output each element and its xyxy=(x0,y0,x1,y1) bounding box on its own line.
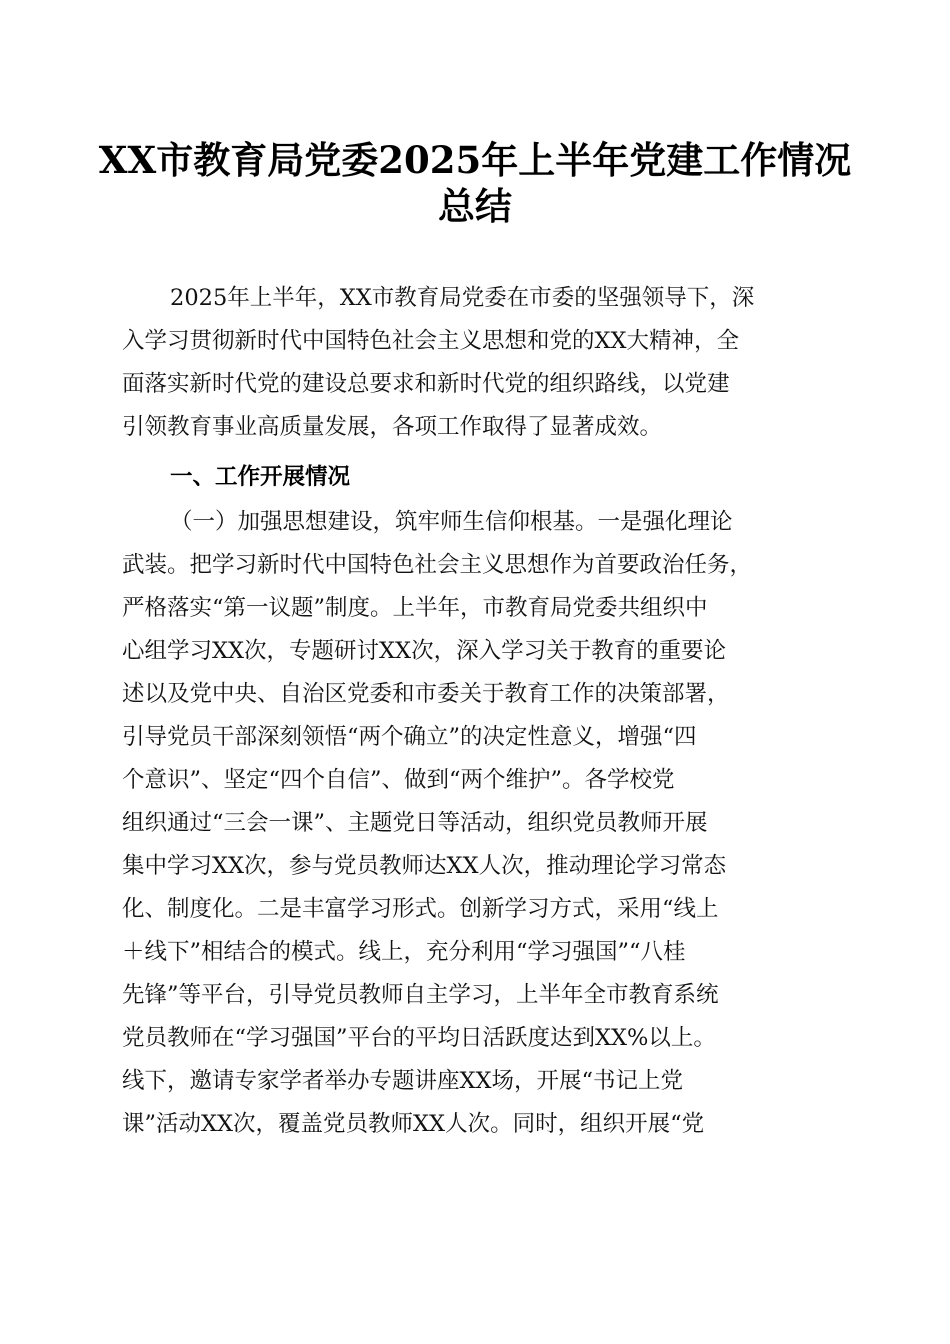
intro-line: 2025年上半年，XX市教育局党委在市委的坚强领导下，深 xyxy=(170,285,755,311)
intro-line: 入学习贯彻新时代中国特色社会主义思想和党的XX大精神，全 xyxy=(122,328,740,354)
intro-line: 面落实新时代党的建设总要求和新时代党的组织路线，以党建 xyxy=(122,371,730,397)
body-line: （一）加强思想建设，筑牢师生信仰根基。一是强化理论 xyxy=(170,509,733,535)
body-line: 课”活动XX次，覆盖党员教师XX人次。同时，组织开展“党 xyxy=(122,1111,705,1137)
body-line: 心组学习XX次，专题研讨XX次，深入学习关于教育的重要论 xyxy=(122,638,727,664)
document-title-line-2: 总结 xyxy=(438,184,512,228)
section-heading: 一、工作开展情况 xyxy=(170,464,351,490)
body-line: 组织通过“三会一课”、主题党日等活动，组织党员教师开展 xyxy=(122,810,708,836)
body-line: ＋线下”相结合的模式。线上，充分利用“学习强国”“八桂 xyxy=(122,939,686,965)
intro-line: 引领教育事业高质量发展，各项工作取得了显著成效。 xyxy=(122,414,663,440)
document-title-line-1: XX市教育局党委2025年上半年党建工作情况 xyxy=(98,138,852,182)
body-line: 先锋”等平台，引导党员教师自主学习，上半年全市教育系统 xyxy=(122,982,719,1008)
body-line: 线下，邀请专家学者举办专题讲座XX场，开展“书记上党 xyxy=(122,1068,684,1094)
body-line: 党员教师在“学习强国”平台的平均日活跃度达到XX%以上。 xyxy=(122,1025,716,1051)
body-line: 述以及党中央、自治区党委和市委关于教育工作的决策部署， xyxy=(122,681,730,707)
body-line: 个意识”、坚定“四个自信”、做到“两个维护”。各学校党 xyxy=(122,767,675,793)
body-line: 严格落实“第一议题”制度。上半年，市教育局党委共组织中 xyxy=(122,595,708,621)
body-line: 化、制度化。二是丰富学习形式。创新学习方式，采用“线上 xyxy=(122,896,719,922)
body-line: 引导党员干部深刻领悟“两个确立”的决定性意义，增强“四 xyxy=(122,724,697,750)
body-line: 武装。把学习新时代中国特色社会主义思想作为首要政治任务， xyxy=(122,552,753,578)
body-line: 集中学习XX次，参与党员教师达XX人次，推动理论学习常态 xyxy=(122,853,727,879)
